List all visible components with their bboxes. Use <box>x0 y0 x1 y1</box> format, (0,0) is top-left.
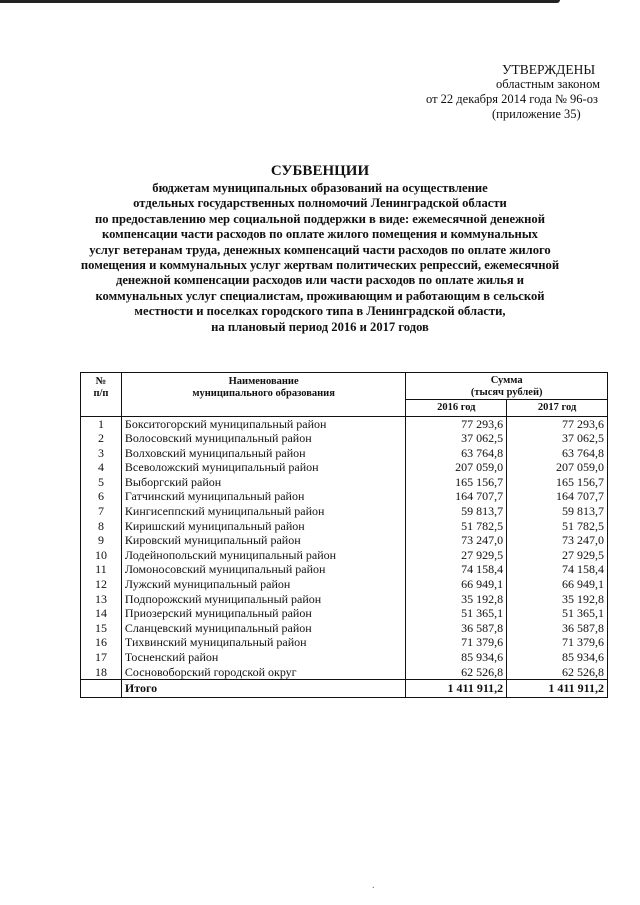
header-number-line-1: № <box>95 376 107 387</box>
row-value-2016: 71 379,6 <box>406 635 507 650</box>
row-value-2016: 74 158,4 <box>406 562 507 577</box>
row-number: 16 <box>81 635 122 650</box>
subtitle-line: отдельных государственных полномочий Ленинградской области <box>133 196 507 211</box>
total-row <box>81 680 608 698</box>
row-number: 6 <box>81 489 122 504</box>
table-row <box>81 635 608 650</box>
approval-line-3: от 22 декабря 2014 года № 96-оз <box>426 92 598 106</box>
table-row <box>81 489 608 504</box>
row-number: 15 <box>81 621 122 636</box>
total-2016: 1 411 911,2 <box>406 680 507 698</box>
approval-line-1: УТВЕРЖДЕНЫ <box>502 62 596 77</box>
row-name: Сосновоборский городской округ <box>121 665 405 680</box>
row-value-2017: 73 247,0 <box>507 533 608 548</box>
row-name: Кировский муниципальный район <box>121 533 405 548</box>
table-row <box>81 650 608 665</box>
row-number: 4 <box>81 460 122 475</box>
row-number: 1 <box>81 416 122 431</box>
scan-edge <box>0 0 560 3</box>
subtitle-line: компенсации части расходов по оплате жилого помещения и коммунальных <box>102 227 538 242</box>
header-name-line-1: Наименование <box>228 376 299 387</box>
row-value-2016: 27 929,5 <box>406 548 507 563</box>
table-row <box>81 548 608 563</box>
row-number: 3 <box>81 446 122 461</box>
row-number: 10 <box>81 548 122 563</box>
row-name: Бокситогорский муниципальный район <box>121 416 405 431</box>
row-value-2016: 59 813,7 <box>406 504 507 519</box>
total-2017: 1 411 911,2 <box>507 680 608 698</box>
row-value-2017: 66 949,1 <box>507 577 608 592</box>
row-number: 12 <box>81 577 122 592</box>
row-value-2017: 207 059,0 <box>507 460 608 475</box>
row-number: 13 <box>81 592 122 607</box>
header-number-line-2: п/п <box>93 387 109 399</box>
row-value-2016: 165 156,7 <box>406 475 507 490</box>
row-name: Кингисеппский муниципальный район <box>121 504 405 519</box>
row-name: Лужский муниципальный район <box>121 577 405 592</box>
table-row <box>81 416 608 431</box>
row-name: Волосовский муниципальный район <box>121 431 405 446</box>
table-row <box>81 577 608 592</box>
subtitle-line: помещения и коммунальных услуг жертвам политических репрессий, ежемесячной <box>80 258 560 273</box>
row-name: Волховский муниципальный район <box>121 446 405 461</box>
table-row <box>81 431 608 446</box>
row-number: 8 <box>81 519 122 534</box>
row-number: 2 <box>81 431 122 446</box>
header-sum <box>406 373 608 400</box>
table-row <box>81 446 608 461</box>
row-name: Подпорожский муниципальный район <box>121 592 405 607</box>
table-body <box>81 416 608 680</box>
row-value-2017: 35 192,8 <box>507 592 608 607</box>
subtitle-line: денежной компенсации расходов или части расходов по оплате жилья и <box>115 273 525 288</box>
subtitle-line: местности и поселках городского типа в Ленинградской области, <box>134 304 506 319</box>
row-name: Приозерский муниципальный район <box>121 606 405 621</box>
subtitle-line: на плановый период 2016 и 2017 годов <box>211 319 429 334</box>
approval-line-4: (приложение 35) <box>492 107 581 121</box>
row-name: Гатчинский муниципальный район <box>121 489 405 504</box>
row-name: Всеволожский муниципальный район <box>121 460 405 475</box>
row-value-2017: 27 929,5 <box>507 548 608 563</box>
row-value-2017: 85 934,6 <box>507 650 608 665</box>
header-sum-line-1: Сумма <box>490 375 523 386</box>
row-number: 9 <box>81 533 122 548</box>
row-value-2017: 71 379,6 <box>507 635 608 650</box>
row-name: Тихвинский муниципальный район <box>121 635 405 650</box>
row-value-2017: 63 764,8 <box>507 446 608 461</box>
document-subtitle <box>60 181 580 335</box>
row-value-2016: 73 247,0 <box>406 533 507 548</box>
row-value-2016: 77 293,6 <box>406 416 507 431</box>
row-value-2017: 164 707,7 <box>507 489 608 504</box>
table-row <box>81 592 608 607</box>
subsidies-table <box>80 372 608 698</box>
row-value-2016: 66 949,1 <box>406 577 507 592</box>
approval-stamp <box>420 62 620 122</box>
row-value-2017: 59 813,7 <box>507 504 608 519</box>
header-name-line-2: муниципального образования <box>192 387 335 399</box>
header-sum-line-2: (тысяч рублей) <box>470 386 543 398</box>
row-value-2017: 37 062,5 <box>507 431 608 446</box>
table-row <box>81 621 608 636</box>
header-name <box>121 373 405 417</box>
row-name: Лодейнопольский муниципальный район <box>121 548 405 563</box>
row-value-2016: 51 782,5 <box>406 519 507 534</box>
row-value-2017: 77 293,6 <box>507 416 608 431</box>
row-value-2017: 51 365,1 <box>507 606 608 621</box>
subtitle-line: коммунальных услуг специалистам, проживающим и работающим в сельской <box>95 288 545 303</box>
row-name: Выборгский район <box>121 475 405 490</box>
subtitle-line: по предоставлению мер социальной поддержки в виде: ежемесячной денежной <box>95 211 545 226</box>
row-number: 18 <box>81 665 122 680</box>
row-value-2017: 74 158,4 <box>507 562 608 577</box>
row-number: 17 <box>81 650 122 665</box>
header-number <box>81 373 122 417</box>
table-row <box>81 460 608 475</box>
row-name: Сланцевский муниципальный район <box>121 621 405 636</box>
row-value-2016: 36 587,8 <box>406 621 507 636</box>
row-value-2016: 85 934,6 <box>406 650 507 665</box>
document-title: СУБВЕНЦИИ <box>270 163 370 179</box>
row-value-2017: 36 587,8 <box>507 621 608 636</box>
row-number: 7 <box>81 504 122 519</box>
header-year-2016: 2016 год <box>406 400 507 417</box>
row-number: 11 <box>81 562 122 577</box>
table-row <box>81 606 608 621</box>
row-number: 14 <box>81 606 122 621</box>
row-value-2016: 207 059,0 <box>406 460 507 475</box>
table-row <box>81 504 608 519</box>
row-value-2017: 165 156,7 <box>507 475 608 490</box>
row-value-2016: 63 764,8 <box>406 446 507 461</box>
row-number: 5 <box>81 475 122 490</box>
footer-mark: . <box>372 880 375 891</box>
table-row <box>81 665 608 680</box>
row-value-2016: 164 707,7 <box>406 489 507 504</box>
subtitle-line: бюджетам муниципальных образований на осуществление <box>152 181 488 195</box>
subtitle-line: услуг ветеранам труда, денежных компенсаций части расходов по оплате жилого <box>89 242 551 257</box>
row-value-2017: 51 782,5 <box>507 519 608 534</box>
row-value-2016: 62 526,8 <box>406 665 507 680</box>
total-number-cell <box>81 680 122 698</box>
table-row <box>81 562 608 577</box>
row-value-2016: 35 192,8 <box>406 592 507 607</box>
header-year-2017: 2017 год <box>507 400 608 417</box>
total-label: Итого <box>121 680 405 698</box>
row-name: Киришский муниципальный район <box>121 519 405 534</box>
table-row <box>81 475 608 490</box>
approval-line-2: областным законом <box>496 77 601 91</box>
row-value-2016: 37 062,5 <box>406 431 507 446</box>
row-name: Ломоносовский муниципальный район <box>121 562 405 577</box>
row-name: Тосненский район <box>121 650 405 665</box>
table-row <box>81 533 608 548</box>
table-row <box>81 519 608 534</box>
row-value-2017: 62 526,8 <box>507 665 608 680</box>
row-value-2016: 51 365,1 <box>406 606 507 621</box>
